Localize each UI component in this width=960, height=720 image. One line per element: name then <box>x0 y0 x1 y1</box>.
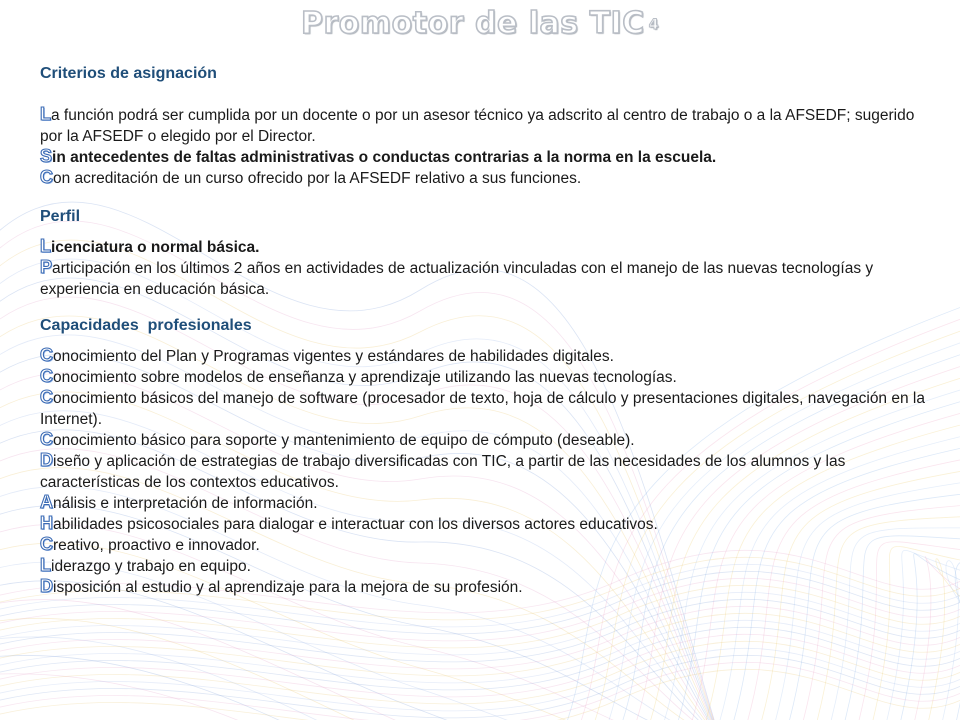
capacidad-item-6 <box>40 493 935 514</box>
item-text: onocimiento sobre modelos de enseñanza y aprendizaje utilizando las nuevas tecnologías. <box>53 369 677 386</box>
item-text: icenciatura o normal básica. <box>51 239 260 256</box>
title-number: 4 <box>648 16 659 33</box>
item-text: onocimiento básicos del manejo de software (procesador de texto, hoja de cálculo y presentaciones digitales, navegación en la Internet). <box>40 390 925 428</box>
capacidad-item-8 <box>40 535 935 556</box>
capacidad-item-2 <box>40 367 935 388</box>
initial-letter: C <box>40 387 53 407</box>
criterio-item-1 <box>40 105 935 147</box>
initial-letter: C <box>40 366 53 386</box>
item-text: nálisis e interpretación de información. <box>53 495 318 512</box>
capacidad-item-1 <box>40 346 935 367</box>
perfil-item-1 <box>40 237 935 258</box>
initial-letter: C <box>40 345 53 365</box>
item-text: reativo, proactivo e innovador. <box>53 537 260 554</box>
slide-title <box>0 6 960 41</box>
criterio-item-3 <box>40 168 935 189</box>
item-text: onocimiento básico para soporte y mantenimiento de equipo de cómputo (deseable). <box>53 432 635 449</box>
initial-letter: C <box>40 167 53 187</box>
section-heading-perfil: Perfil <box>40 208 81 225</box>
initial-letter: H <box>40 513 53 533</box>
item-text: in antecedentes de faltas administrativas o conductas contrarias a la norma en la escuela. <box>52 149 717 166</box>
capacidad-item-7 <box>40 514 935 535</box>
item-text: on acreditación de un curso ofrecido por la AFSEDF relativo a sus funciones. <box>53 170 582 187</box>
item-text: iseño y aplicación de estrategias de trabajo diversificadas con TIC, a partir de las necesidades de los alumnos y las características de los contextos educativos. <box>40 453 846 491</box>
initial-letter: L <box>40 104 51 124</box>
capacidad-item-4 <box>40 430 935 451</box>
section-heading-capacidades: Capacidades profesionales <box>40 317 252 334</box>
item-text: a función podrá ser cumplida por un docente o por un asesor técnico ya adscrito al centro de trabajo o a la AFSEDF; sugerido por la AFSEDF o elegido por el Director. <box>40 107 915 145</box>
initial-letter: A <box>40 492 53 512</box>
initial-letter: D <box>40 450 53 470</box>
criterio-item-2 <box>40 147 935 168</box>
section-heading-criterios: Criterios de asignación <box>40 65 217 82</box>
initial-letter: L <box>40 236 51 256</box>
item-text: abilidades psicosociales para dialogar e interactuar con los diversos actores educativos. <box>53 516 658 533</box>
capacidad-item-9 <box>40 556 935 577</box>
initial-letter: S <box>40 146 53 166</box>
capacidad-item-10 <box>40 577 935 598</box>
perfil-item-2 <box>40 258 935 300</box>
item-text: onocimiento del Plan y Programas vigentes y estándares de habilidades digitales. <box>53 348 614 365</box>
item-text: iderazgo y trabajo en equipo. <box>51 558 251 575</box>
initial-letter: D <box>40 576 53 596</box>
capacidad-item-3 <box>40 388 935 430</box>
content-area <box>40 64 935 598</box>
initial-letter: P <box>40 257 53 277</box>
capacidad-item-5 <box>40 451 935 493</box>
initial-letter: L <box>40 555 51 575</box>
initial-letter: C <box>40 534 53 554</box>
item-text: articipación en los últimos 2 años en actividades de actualización vinculadas con el manejo de las nuevas tecnologías y experiencia en educación básica. <box>40 260 874 298</box>
title-text: Promotor de las TIC <box>301 6 645 41</box>
item-text: isposición al estudio y al aprendizaje para la mejora de su profesión. <box>53 579 523 596</box>
initial-letter: C <box>40 429 53 449</box>
